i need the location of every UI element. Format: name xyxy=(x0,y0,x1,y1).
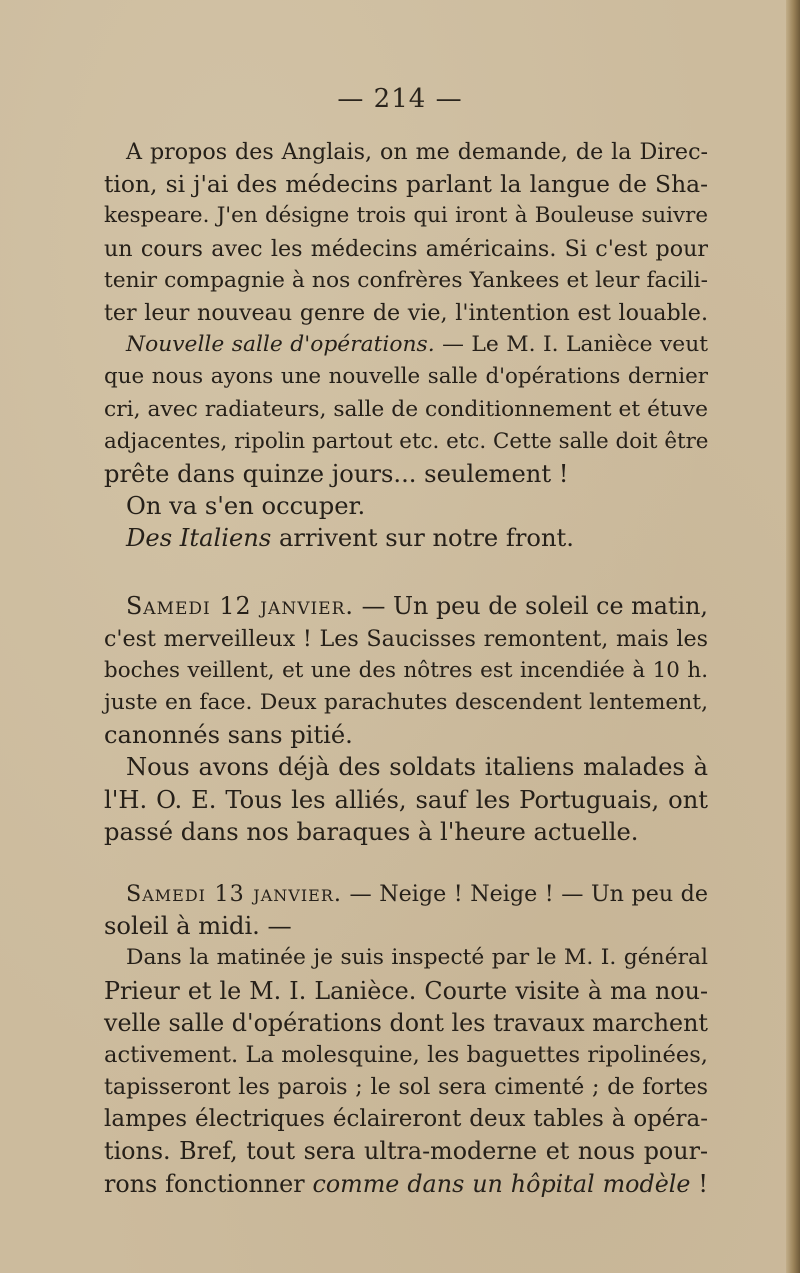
text-line xyxy=(104,522,708,554)
text-line: canonnés sans pitié. xyxy=(104,721,353,750)
text-line: On va s'en occuper. xyxy=(126,492,366,521)
body-text xyxy=(104,136,708,1200)
text-line: ter leur nouveau genre de vie, l'intention est louable. xyxy=(104,299,708,326)
text-line: c'est merveilleux ! Les Saucisses remontent, mais les xyxy=(104,625,708,652)
text-line: A propos des Anglais, on me demande, de la Direc- xyxy=(126,139,708,165)
paragraph-gap xyxy=(104,554,708,590)
text-line: boches veillent, et une des nôtres est incendiée à 10 h. xyxy=(104,657,708,683)
text-run: arrivent sur notre front. xyxy=(271,524,574,553)
text-line: que nous ayons une nouvelle salle d'opérations dernier xyxy=(104,364,708,390)
text-line: activement. La molesquine, les baguettes ripolinées, xyxy=(104,1041,708,1068)
text-run: rons fonctionner xyxy=(104,1169,313,1198)
italic-run: comme dans un hôpital modèle xyxy=(312,1169,691,1198)
text-line: adjacentes, ripolin partout etc. etc. Cette salle doit être xyxy=(104,428,709,454)
date-heading: Samedi 13 janvier. xyxy=(126,880,342,907)
text-line: un cours avec les médecins américains. Si c'est pour xyxy=(104,235,708,262)
text-line: Prieur et le M. I. Lanièce. Courte visite à ma nou- xyxy=(104,976,708,1005)
text-run: — Neige ! Neige ! — Un peu de xyxy=(341,880,709,907)
section-heading: Des Italiens xyxy=(126,524,272,553)
text-run: — Un peu de soleil ce matin, xyxy=(353,592,708,621)
text-line xyxy=(104,1168,708,1200)
text-line: passé dans nos baraques à l'heure actuelle. xyxy=(104,817,639,846)
text-run: ! xyxy=(690,1169,708,1198)
text-line: kespeare. J'en désigne trois qui iront à Bouleuse suivre xyxy=(104,203,708,229)
text-run: — Le M. I. Lanièce veut xyxy=(434,332,708,358)
paragraph-gap xyxy=(104,848,708,878)
text-line: tions. Bref, tout sera ultra-moderne et nous pour- xyxy=(104,1137,708,1166)
text-line xyxy=(104,329,708,361)
page-edge xyxy=(786,0,800,1273)
date-heading: Samedi 12 janvier. xyxy=(126,592,354,621)
text-line: prête dans quinze jours... seulement ! xyxy=(104,459,569,488)
section-heading: Nouvelle salle d'opérations. xyxy=(126,332,435,358)
text-line: lampes électriques éclaireront deux tables à opéra- xyxy=(104,1106,708,1133)
text-line: tapisseront les parois ; le sol sera cimenté ; de fortes xyxy=(104,1074,708,1101)
text-line: Nous avons déjà des soldats italiens malades à xyxy=(126,753,708,782)
text-line: juste en face. Deux parachutes descendent lentement, xyxy=(104,690,708,715)
page-number: — 214 — xyxy=(337,84,463,114)
text-line: tenir compagnie à nos confrères Yankees et leur facili- xyxy=(104,267,708,293)
text-line: l'H. O. E. Tous les alliés, sauf les Portuguais, ont xyxy=(104,785,708,814)
text-line: tion, si j'ai des médecins parlant la langue de Sha- xyxy=(104,170,708,199)
text-line xyxy=(104,590,708,622)
text-line: cri, avec radiateurs, salle de conditionnement et étuve xyxy=(104,396,708,422)
text-line: Dans la matinée je suis inspecté par le M. I. général xyxy=(126,945,708,971)
text-line: velle salle d'opérations dont les travaux marchent xyxy=(104,1008,708,1037)
text-line xyxy=(104,878,708,910)
text-line: soleil à midi. — xyxy=(104,912,292,941)
